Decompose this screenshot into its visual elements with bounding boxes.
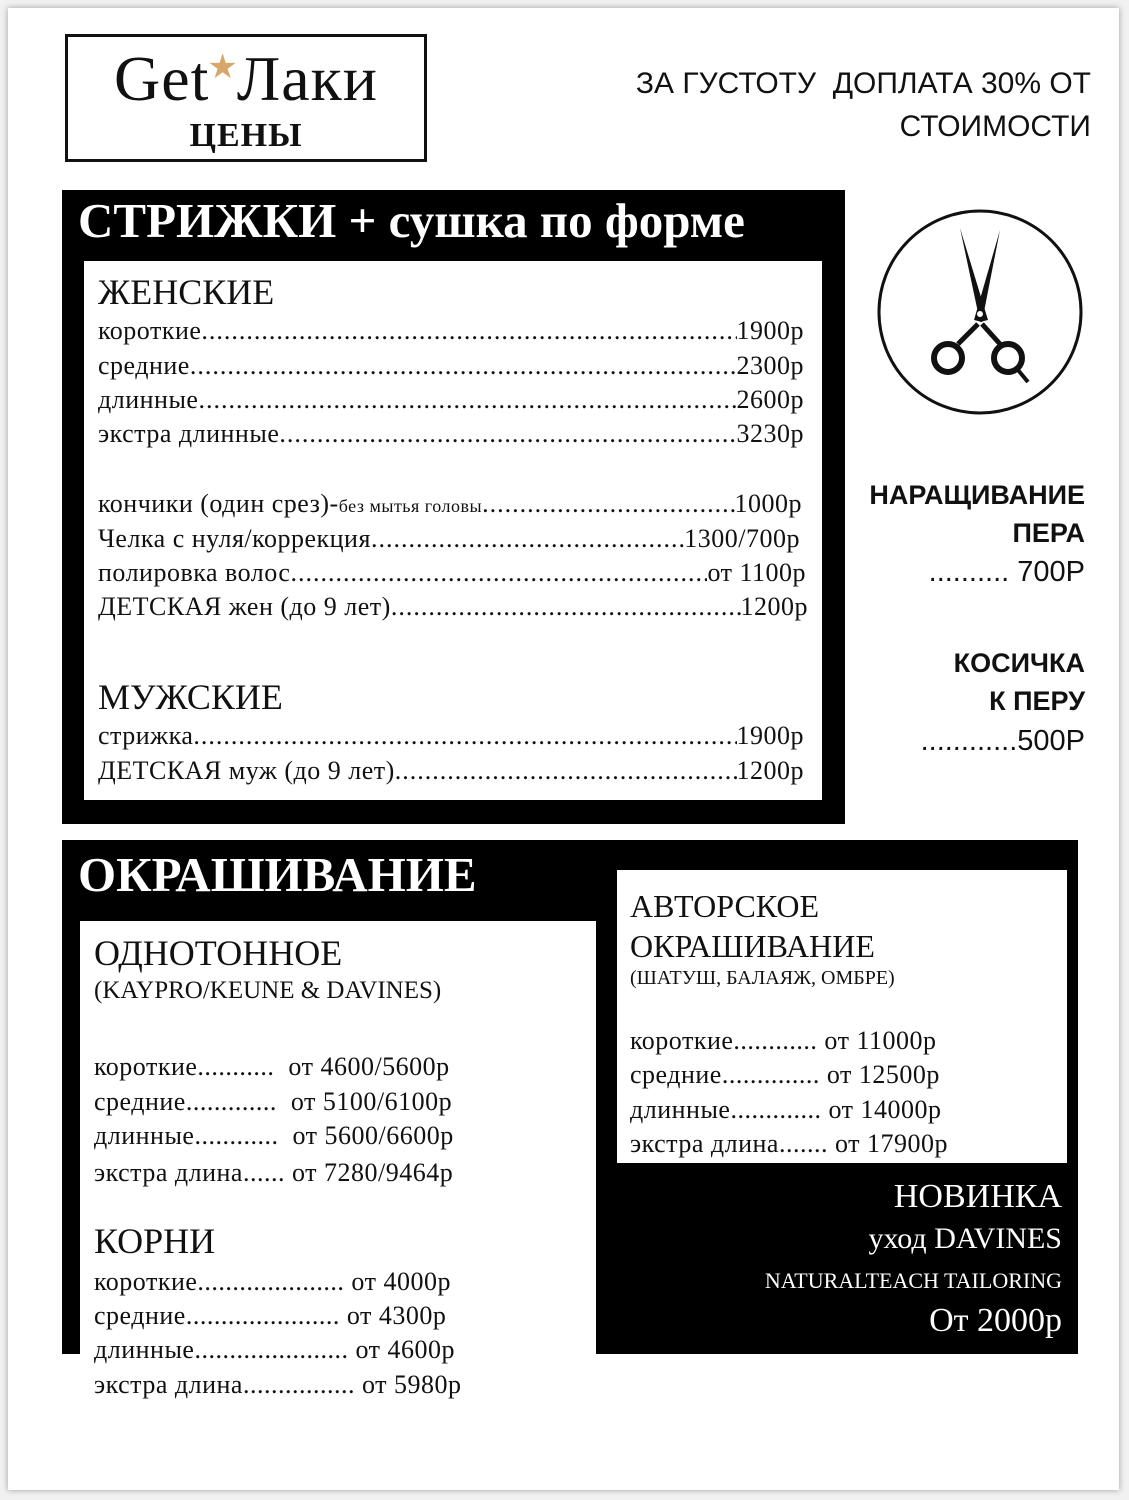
price-row [94, 1119, 454, 1153]
price-row [630, 1093, 942, 1127]
price-value: 1900р [736, 316, 804, 345]
leader-dots [198, 383, 736, 417]
price-label: средние [94, 1301, 186, 1330]
price-label: длинные [98, 385, 199, 414]
logo-word-get: Get [113, 43, 210, 114]
braid-title-line-1: КОСИЧКА [953, 648, 1085, 678]
leader-dots [190, 349, 737, 383]
price-label: короткие [94, 1052, 198, 1081]
leader-dots [193, 719, 736, 753]
haircuts-section [62, 190, 845, 824]
new-line-1: уход DAVINES [868, 1222, 1062, 1255]
price-label: Челка с нуля/коррекция [98, 524, 371, 553]
leader-dots: ............. [185, 1087, 277, 1116]
price-label: короткие [630, 1026, 734, 1055]
price-value: от 17900р [834, 1129, 949, 1158]
price-label: экстра длинные [98, 419, 280, 448]
author-color-panel [617, 870, 1067, 1163]
price-row [94, 1333, 455, 1367]
price-row [98, 314, 804, 348]
price-value: от 4000р [351, 1267, 451, 1296]
logo-word-laki: Лаки [236, 43, 379, 114]
leader-dots: .............. [721, 1060, 820, 1089]
leader-dots [290, 556, 707, 590]
leader-dots: ...................... [185, 1301, 340, 1330]
mono-color-panel [80, 921, 596, 1399]
price-row [98, 754, 804, 788]
price-value: от 5600/6600р [292, 1121, 454, 1150]
price-value: от 4600р [355, 1335, 455, 1364]
men-heading: МУЖСКИЕ [98, 677, 283, 717]
price-label-main: кончики (один срез)- [98, 489, 339, 518]
price-value: 1900р [736, 721, 804, 750]
author-heading-line-1: АВТОРСКОЕ [630, 888, 819, 924]
price-label: длинные [94, 1121, 195, 1150]
price-label: средние [98, 351, 190, 380]
leader-dots: ...................... [194, 1335, 349, 1364]
price-value: от 5100/6100р [290, 1087, 453, 1116]
price-value: 1200р [736, 756, 804, 785]
price-label: длинные [630, 1095, 731, 1124]
coloring-title: ОКРАШИВАНИЕ [78, 847, 477, 902]
price-label: короткие [94, 1267, 198, 1296]
price-row [94, 1085, 452, 1119]
author-heading [630, 886, 875, 966]
price-value: 1200р [740, 592, 808, 621]
price-label: экстра длина [94, 1370, 243, 1399]
price-row [630, 1127, 948, 1161]
price-value: от 5980р [361, 1370, 462, 1399]
author-heading-line-2: ОКРАШИВАНИЕ [630, 928, 875, 964]
price-label: средние [630, 1060, 722, 1089]
feather-price: .......... 700Р [928, 556, 1085, 588]
price-value: от 1100р [707, 558, 806, 587]
logo-subtitle: ЦЕНЫ [189, 117, 303, 154]
thickness-line-1: ЗА ГУСТОТУ ДОПЛАТА 30% ОТ [635, 67, 1091, 100]
price-label: ДЕТСКАЯ муж (до 9 лет) [98, 756, 395, 785]
leader-dots [395, 754, 737, 788]
price-value: 1000р [734, 489, 802, 518]
haircuts-title: СТРИЖКИ + сушка по форме [78, 193, 745, 248]
price-label: стрижка [98, 721, 194, 750]
leader-dots: ............. [730, 1095, 822, 1124]
price-row [94, 1368, 462, 1402]
price-value: от 4600/5600р [288, 1052, 450, 1081]
logo [65, 34, 427, 162]
leader-dots [201, 314, 736, 348]
braid-title-line-2: К ПЕРУ [989, 686, 1085, 716]
new-line-2: NATURALTEACH TAILORING [764, 1268, 1062, 1293]
price-row [94, 1050, 450, 1084]
leader-dots: ............ [733, 1026, 818, 1055]
author-techniques-note: (ШАТУШ, БАЛАЯЖ, ОМБРЕ) [630, 967, 895, 989]
price-row [98, 522, 800, 556]
logo-wordmark [68, 43, 424, 114]
price-label [98, 487, 482, 523]
mono-heading: ОДНОТОННОЕ [94, 933, 343, 973]
price-label: средние [94, 1087, 186, 1116]
leader-dots: ..................... [197, 1267, 345, 1296]
price-label: экстра длина [94, 1158, 243, 1187]
price-label-note: без мытья головы [338, 496, 483, 516]
price-row [94, 1156, 453, 1190]
price-row [98, 383, 804, 417]
mono-brands: (KAYPRO/KEUNE & DAVINES) [94, 977, 442, 1004]
price-label: ДЕТСКАЯ жен (до 9 лет) [98, 592, 391, 621]
price-row [98, 590, 808, 624]
women-heading: ЖЕНСКИЕ [98, 272, 275, 312]
leader-dots: ...... [242, 1158, 285, 1187]
leader-dots: ............ [194, 1121, 279, 1150]
thickness-surcharge-note [636, 62, 1091, 148]
new-heading: НОВИНКА [893, 1178, 1062, 1215]
price-row [98, 719, 804, 753]
scissors-icon [876, 208, 1084, 416]
price-value: от 11000р [824, 1026, 937, 1055]
price-label: экстра длина [630, 1129, 779, 1158]
price-label: короткие [98, 316, 202, 345]
price-row [630, 1058, 940, 1092]
feather-title-line-2: ПЕРА [1012, 518, 1085, 548]
price-list-page [8, 8, 1119, 1490]
new-price: От 2000р [929, 1302, 1062, 1339]
price-value: 2600р [736, 385, 804, 414]
price-value: 1300/700р [684, 524, 800, 553]
star-icon: ★ [207, 49, 239, 86]
roots-heading: КОРНИ [94, 1221, 216, 1261]
price-row [94, 1265, 451, 1299]
price-value: от 12500р [826, 1060, 940, 1089]
price-value: 3230р [736, 419, 804, 448]
thickness-line-2: СТОИМОСТИ [899, 110, 1091, 143]
braid-title [954, 644, 1085, 720]
price-row [630, 1024, 936, 1058]
feather-title-line-1: НАРАЩИВАНИЕ [869, 480, 1085, 510]
leader-dots [279, 417, 736, 451]
leader-dots: ........... [197, 1052, 275, 1081]
braid-price: ............500Р [920, 725, 1085, 757]
price-row [98, 417, 804, 451]
haircuts-price-panel [84, 261, 822, 800]
price-row [98, 487, 802, 523]
feather-title [869, 476, 1085, 552]
price-row [98, 556, 806, 590]
price-value: 2300р [736, 351, 804, 380]
leader-dots [482, 487, 734, 521]
price-row [94, 1299, 446, 1333]
leader-dots [391, 590, 741, 624]
leader-dots: ................ [242, 1370, 355, 1399]
price-label: полировка волос [98, 558, 291, 587]
leader-dots: ....... [778, 1129, 828, 1158]
price-value: от 4300р [346, 1301, 447, 1330]
leader-dots [371, 522, 684, 556]
price-row [98, 349, 804, 383]
price-value: от 14000р [828, 1095, 942, 1124]
price-value: от 7280/9464р [291, 1158, 454, 1187]
price-label: длинные [94, 1335, 195, 1364]
